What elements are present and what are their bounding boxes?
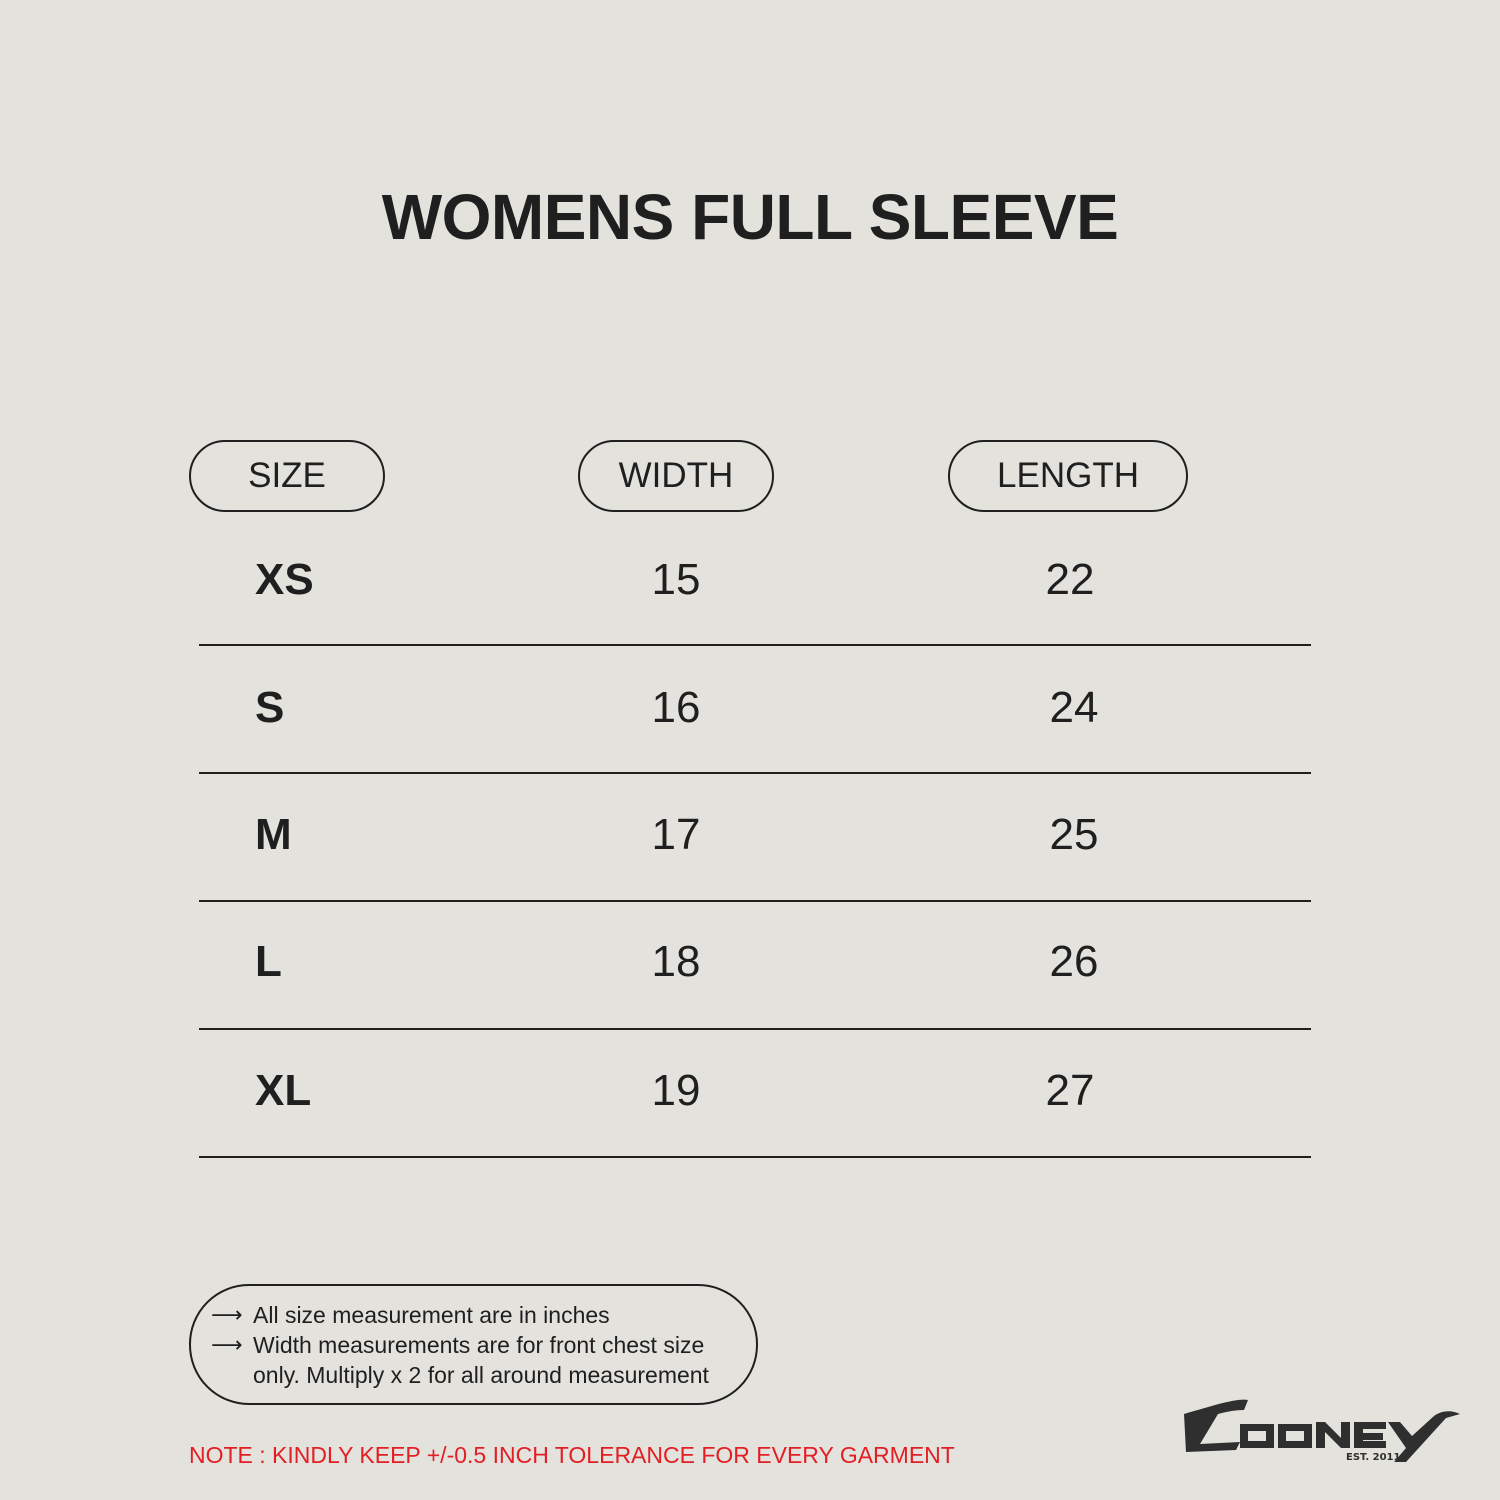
length-cell: 24 [1049,683,1099,732]
length-cell: 27 [1045,1066,1095,1115]
length-cell: 26 [1049,937,1099,986]
width-cell: 16 [651,683,701,732]
row-divider [199,1156,1311,1158]
table-row [0,540,1500,620]
width-cell: 17 [651,810,701,859]
column-header-length: LENGTH [948,440,1188,512]
arrow-right-icon: ⟶ [211,1302,243,1327]
size-cell: XL [255,1066,312,1115]
table-row [0,922,1500,1002]
arrow-right-icon: ⟶ [211,1332,243,1357]
size-cell: S [255,683,285,732]
size-cell: M [255,810,292,859]
width-cell: 15 [651,555,701,604]
column-header-width: WIDTH [578,440,774,512]
note-line [211,1300,756,1330]
table-row [0,795,1500,875]
note-text: Width measurements are for front chest size [253,1332,705,1358]
column-header-size: SIZE [189,440,385,512]
length-cell: 25 [1049,810,1099,859]
tolerance-note: NOTE : KINDLY KEEP +/-0.5 INCH TOLERANCE FOR EVERY GARMENT [189,1442,955,1468]
note-text: All size measurement are in inches [253,1302,610,1328]
row-divider [199,772,1311,774]
length-cell: 22 [1045,555,1095,604]
measurement-notes [189,1284,758,1405]
logo-established-text: EST. 2011 [1346,1452,1401,1463]
page-title: WOMENS FULL SLEEVE [381,181,1119,253]
table-row [0,1051,1500,1131]
width-cell: 18 [651,937,701,986]
brand-logo [1178,1392,1468,1464]
width-cell: 19 [651,1066,701,1115]
row-divider [199,644,1311,646]
row-divider [199,1028,1311,1030]
size-cell: L [255,937,282,986]
row-divider [199,900,1311,902]
note-line [211,1330,756,1360]
table-row [0,668,1500,748]
size-cell: XS [255,555,314,604]
note-text: only. Multiply x 2 for all around measurement [253,1362,709,1388]
